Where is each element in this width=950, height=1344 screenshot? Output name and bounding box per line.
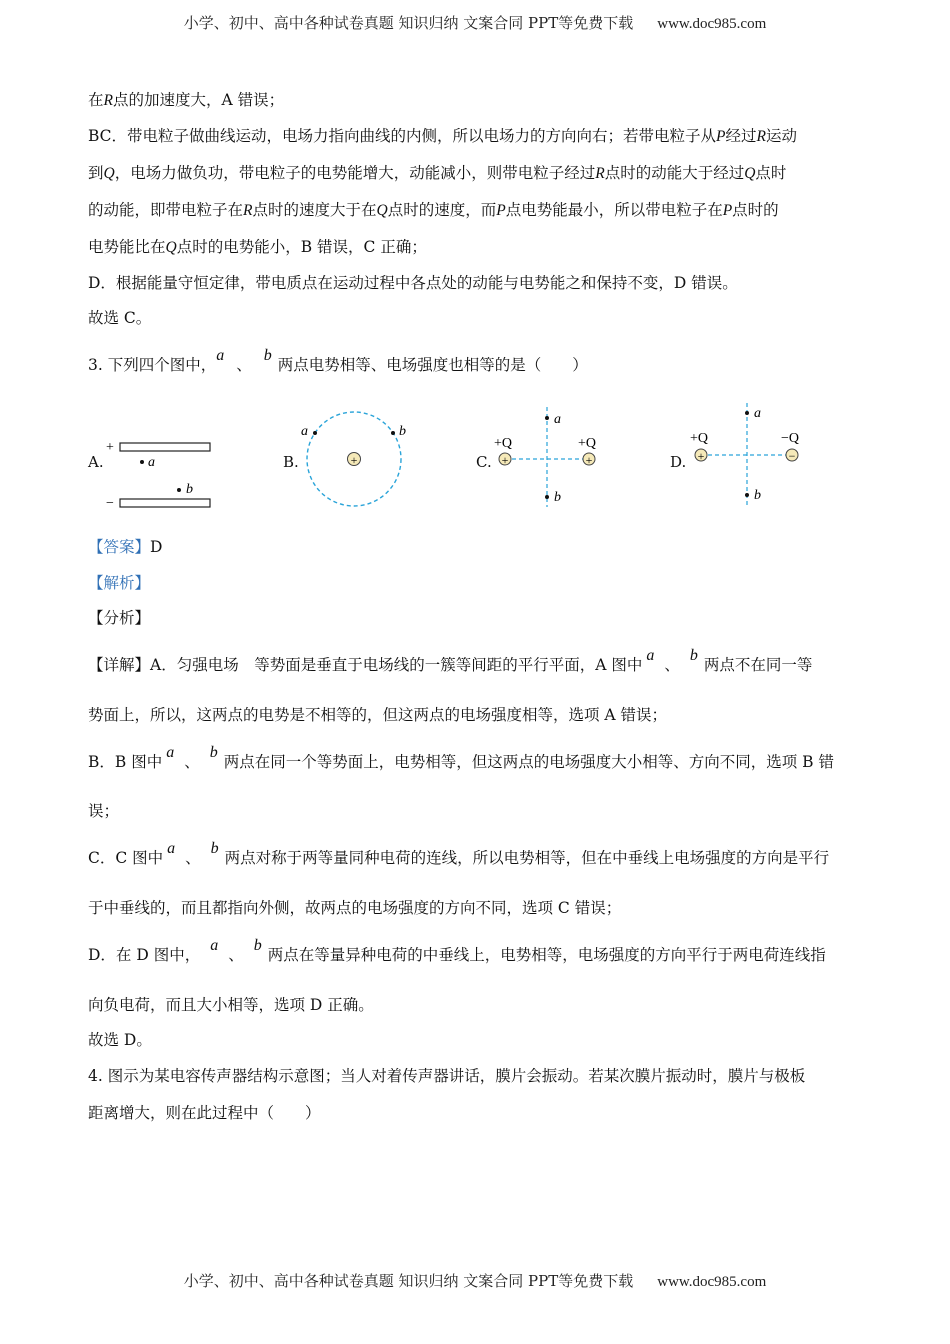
detail-line-8: 向负电荷，而且大小相等，选项 D 正确。 bbox=[88, 996, 374, 1014]
footer-url[interactable]: www.doc985.com bbox=[657, 1274, 767, 1290]
detail-line-7: D．在 D 图中，a、b两点在等量异种电荷的中垂线上，电势相等，电场强度的方向平行于两电荷连线指 bbox=[88, 937, 826, 964]
svg-text:b: b bbox=[399, 424, 406, 439]
detail-line-1: 【详解】A．匀强电场 等势面是垂直于电场线的一簇等间距的平行平面，A 图中a、b两点不在同一等 bbox=[88, 647, 813, 674]
detail-line-5: C．C 图中a、b两点对称于两等量同种电荷的连线，所以电势相等，但在中垂线上电场强度的方向是平行 bbox=[88, 840, 830, 867]
svg-text:a: a bbox=[554, 412, 561, 427]
prev-line-1: 在R点的加速度大，A 错误； bbox=[88, 91, 285, 109]
detail-line-9: 故选 D。 bbox=[88, 1031, 152, 1049]
footer-text: 小学、初中、高中各种试卷真题 知识归纳 文案合同 PPT等免费下载 bbox=[183, 1272, 634, 1290]
svg-text:b: b bbox=[186, 482, 193, 497]
page-header bbox=[0, 12, 950, 33]
prev-line-4: 的动能，即带电粒子在R点时的速度大于在Q点时的速度，而P点电势能最小，所以带电粒子在P点时的 bbox=[88, 201, 779, 219]
analysis-heading: 【解析】 bbox=[88, 574, 151, 592]
prev-line-7: 故选 C。 bbox=[88, 309, 152, 327]
page-footer bbox=[0, 1270, 950, 1291]
svg-text:a: a bbox=[301, 424, 308, 439]
figure-d-opposite-charges bbox=[690, 403, 799, 507]
svg-text:b: b bbox=[754, 488, 761, 503]
svg-text:−: − bbox=[106, 496, 114, 511]
detail-line-4: 误； bbox=[88, 802, 120, 820]
detail-line-6: 于中垂线的，而且都指向外侧，故两点的电场强度的方向不同，选项 C 错误； bbox=[88, 899, 622, 917]
detail-line-2: 势面上，所以，这两点的电势是不相等的，但这两点的电场强度相等，选项 A 错误； bbox=[88, 706, 668, 724]
svg-text:b: b bbox=[554, 490, 561, 505]
svg-text:+Q: +Q bbox=[690, 431, 709, 446]
fenxi-heading: 【分析】 bbox=[88, 609, 151, 627]
answer-line: 【答案】D bbox=[88, 538, 163, 556]
q3-stem: 3. 下列四个图中，a、b两点电势相等、电场强度也相等的是（ ） bbox=[88, 347, 588, 374]
svg-text:+: + bbox=[106, 440, 114, 455]
header-url[interactable]: www.doc985.com bbox=[657, 16, 767, 32]
svg-text:+: + bbox=[697, 449, 705, 463]
prev-line-3: 到Q，电场力做负功，带电粒子的电势能增大，动能减小，则带电粒子经过R点时的动能大于经过Q点时 bbox=[88, 164, 787, 182]
svg-text:−Q: −Q bbox=[781, 431, 800, 446]
q3-figures bbox=[0, 395, 950, 535]
svg-text:+: + bbox=[585, 453, 593, 467]
svg-text:+Q: +Q bbox=[578, 436, 597, 451]
prev-line-5: 电势能比在Q点时的电势能小，B 错误，C 正确； bbox=[88, 238, 427, 256]
option-b-label[interactable]: B. bbox=[283, 453, 299, 471]
option-d-label[interactable]: D. bbox=[670, 453, 687, 471]
svg-text:+: + bbox=[350, 453, 358, 467]
header-text: 小学、初中、高中各种试卷真题 知识归纳 文案合同 PPT等免费下载 bbox=[183, 14, 634, 32]
option-a-label[interactable]: A. bbox=[88, 453, 104, 471]
svg-text:−: − bbox=[788, 449, 796, 463]
figure-a-parallel-plates bbox=[106, 440, 210, 511]
svg-text:a: a bbox=[754, 406, 761, 421]
svg-text:+: + bbox=[501, 453, 509, 467]
figure-c-like-charges bbox=[494, 407, 596, 507]
svg-text:a: a bbox=[148, 455, 155, 470]
svg-text:+Q: +Q bbox=[494, 436, 513, 451]
detail-line-3: B．B 图中a、b两点在同一个等势面上，电势相等，但这两点的电场强度大小相等、方向不同，选项 B 错 bbox=[88, 744, 834, 771]
prev-line-6: D．根据能量守恒定律，带电质点在运动过程中各点处的动能与电势能之和保持不变，D 错误。 bbox=[88, 274, 738, 292]
q4-line-2: 距离增大，则在此过程中（ ） bbox=[88, 1104, 321, 1122]
q4-line-1: 4. 图示为某电容传声器结构示意图；当人对着传声器讲话，膜片会振动。若某次膜片振动时，膜片与极板 bbox=[88, 1067, 806, 1085]
option-c-label[interactable]: C. bbox=[476, 453, 492, 471]
prev-line-2: BC．带电粒子做曲线运动，电场力指向曲线的内侧，所以电场力的方向向右；若带电粒子从P经过R运动 bbox=[88, 127, 798, 145]
figure-b-equipotential-circle bbox=[301, 412, 406, 506]
